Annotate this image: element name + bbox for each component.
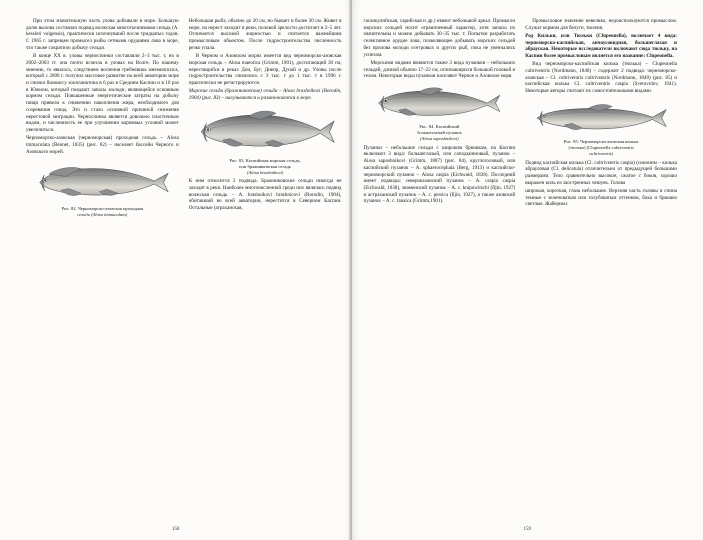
figure-83-caption-line1: Рис. 83. Каспийская морская сельдь, (229, 158, 301, 164)
paragraph: Вид черноморско-каспийская килька (тюлька) – Clupeonella cultriventris (Nordmann, 1840) – содержит 2 подвида: черноморско-азовская – Cl. cultriventris cultriventris (Nordmann, 1840) (рис. 85) и каспийская килька Cl. cultriventris caspia (Svetovidov, 1941). Некоторые авторы считают их самостоятельными видами. (525, 61, 677, 95)
fish-illustration-84 (364, 83, 516, 123)
figure-83-caption (189, 158, 342, 175)
figure-84 (364, 83, 516, 142)
caspian-sea-shad-icon (189, 105, 342, 157)
figure-85-caption (525, 139, 677, 156)
fish-illustration-85 (525, 98, 677, 138)
paragraph-puzanki: Пузанки – небольшие сельди с широким брюшком, на Каспии включают 3 вида: большеглазый, или саподкинновый, пузанок – Alosa saposhnikovi (Grimm, 1887) (рис. 84), круглоголовый, или каспийский пузанок – A. sphaerocephala (Berg, 1913) и каспийско-черноморский пузанок – Alosa caspia (Eichwald, 1838). Последний имеет подвиды: североказанский пузанок – A. caspia caspia (Eichwald, 1838), знаменский пузанок – A. c. knipowitschi (Iljin, 1927) и астраханский пузанок – A. c. persica (Iljin, 1927), а также азовский пузанок – A. c. tanaica (Grimm,1901). (363, 144, 516, 205)
paragraph: В конце XX в. уловы черноспинки составляли 2–3 тыс. т, но в 2002–2003 гг. она почти исчезла в уловах на Волге. По нашему мнению, то явилось, следствием вселения гребневика мнемиопсиса, который с 2000 г. получил массовое развитие на всей акватории моря и снизил биомассу зоопланктона в 6 раз в Среднем Каспии и в 10 раз в Южном, который поедают запасы молоди, являющейся основным кормом сельди. Повышенные энергетические затраты на добычу пищи привели к снижению накопления жира, необходимого для созревания гонад. Это и стало основной причиной снижения нерестовой миграции. Черноспинка является довольно пластичным видом, и численность ее при улучшении кормовых условий может увеличиться. (26, 53, 179, 133)
page-number-left: 158 (172, 527, 180, 532)
figure-84-caption-line2: большеглазый пузанок (417, 130, 462, 136)
shad-fish-icon (26, 158, 179, 204)
paragraph: гасанкулийская, сарийская и др.) имеют небольшой ареал. Промысел морских сельдей носит ограниченный характер, хотя запасы их значительны и можно добывать 30–35 тыс. т. Попытки разработать селективное орудие лова, позволяющее добывать морских сельдей без прилова молоди осетровых и других рыб, пока не увенчались успехом. (363, 18, 516, 58)
fish-illustration-82 (26, 158, 179, 204)
figure-85-caption-line1: Рис. 85. Черноморско-азовская килька (563, 139, 639, 145)
figure-83 (189, 105, 342, 176)
left-page-columns (26, 18, 342, 496)
right-page (352, 0, 703, 540)
figure-85-caption-line2: (тюлька) (Clupeonella cultriventris (568, 145, 634, 151)
figure-84-caption-line3: (Alosa saposhnikovi) (420, 135, 459, 141)
paragraph: К ним относится 2 подвида. Бражниковские сельди никогда не заходят в реки. Наиболее многочисленной среди них являлась подвид волжская сельдь – A. brashnikovi brashnicovi (Borodin, 1904), обитавший во всей акватории, нерестится в Северном Каспии. Остальные (аграханская, (188, 178, 342, 212)
paragraph: В Черном и Азовском морях имеется вид черноморско-азовская морская сельдь – Alosa maeotica (Grimm, 1901), достигающий 30 см, нерестящийся в реках Дон, Буг, Днепр, Дунай и др. Уловы после гидростроительства снизились с 3 тыс. т до 1 тыс. т в 1996 г. практически не регистрируются. (188, 53, 342, 86)
page-number-right: 159 (523, 527, 531, 532)
figure-82-caption-line2: сельдь (Alosa immaculata) (77, 211, 128, 217)
species-heading-brashnikov-shad: Морские сельди (бражниковские) сельди – Alosa brashnikovi (Borodin, 1904) (рис. 83) – нагуливаются и размножаются в море. (188, 88, 342, 101)
bigeye-shad-icon (364, 83, 516, 123)
paragraph: Небольшая рыба, обычно до 20 см, но бывает и более 30 см. Живет в море, на нерест заходит в реки, половой зрелости достигает в 2–5 лет. Отличается высокой жирностью и считается важнейшим промысловым объектом. После гидростроительства численность резко упала. (188, 18, 342, 51)
figure-85 (525, 98, 677, 157)
figure-82-caption (26, 206, 179, 217)
right-page-columns (364, 18, 678, 496)
paragraph: При этом значительную часть улова добывали в море. Большую долю вылова составлял подвид волжская многотычинковая сельдь (A. kessleri volgensis), практически исчезнувший после тридцатых годов. С 1965 г. запрещен промысел рыбы сетными орудиями лова в море, что также сократило добычу сельди. (26, 18, 179, 51)
figure-84-caption (364, 124, 516, 141)
figure-83-caption-line2: или бражниковская сельдь (239, 163, 292, 169)
paragraph-caspian-sprat: Подвид каспийская килька (Cl. cultriventris caspia) (синоним – килька абрауловая (Cl. delicatula) отличительно от предыдущей большими размерами. Тело сравнительно высокое, сжатое с боков, хорошо выражен киль из заостренных чешуек. Голова (525, 159, 677, 186)
sprat-fish-icon (525, 98, 677, 138)
figure-83-caption-line3: (Alosa brashnikovi) (246, 169, 284, 175)
paragraph: широкая, короткая, глаза небольшие. Верхняя часть головы и спина темные с зеленоватым или голубоватым оттенком, бока и брюшко светлые. Жаберных (525, 187, 677, 208)
genus-heading-clupeonella: Род Кильки, или Тюльки (Clupeonella), включает 4 вида: черноморско-каспийская, анчоусовидная, большеглазая и абрауская. Некоторые исследователи включают сюда тюльку, на Каспии более промысловым является его название: Clupeonella. (525, 32, 677, 60)
paragraph: Промысловое значение невелико, недоиспользуются промыслом. Служат кормом для белуги, тюленя. (525, 18, 677, 31)
figure-82-caption-line1: Рис. 82. Черноморско-азовская проходная (61, 205, 144, 211)
species-heading-black-sea-shad: Черноморско-азовская (черноморская) проходная сельдь – Alosa immaculata (Bennet, 1835) (рис. 82) – населяет бассейн Черного и Азовского морей. (26, 135, 179, 155)
paragraph: Морскими видами являются также 3 вида пузанков – небольших сельдей, длиной обычно 17–22 см, отличающихся большой головой и телом. Некоторые виды пузанков населяют Черное и Азовское моря. (363, 59, 516, 80)
fish-illustration-83 (189, 105, 342, 157)
figure-84-caption-line1: Рис. 84. Каспийский (419, 124, 460, 130)
figure-82 (26, 158, 179, 217)
figure-85-caption-line3: cultriventris) (589, 150, 614, 156)
